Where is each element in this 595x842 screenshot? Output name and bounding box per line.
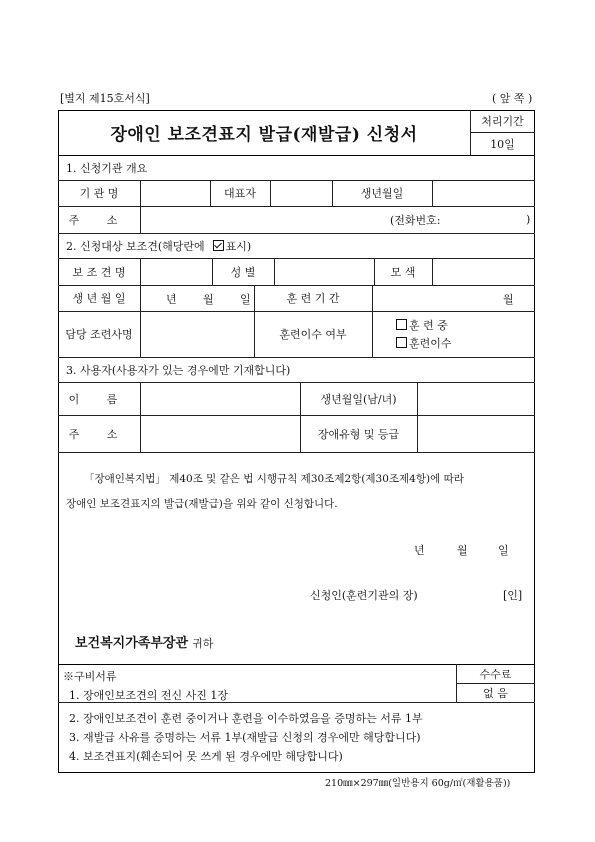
date-year: 년: [414, 544, 425, 557]
org-address-field[interactable]: [140, 206, 385, 233]
coat-color-field[interactable]: [432, 258, 535, 285]
processing-period-label: 처리기간: [481, 115, 524, 128]
disability-type-label: 장애유형 및 등급: [317, 427, 400, 441]
org-name-label: 기 관 명: [79, 187, 119, 200]
option-in-training[interactable]: [396, 317, 448, 333]
section2-heading-after: 표시): [225, 239, 252, 253]
dob-year-unit: 년: [166, 293, 177, 306]
user-name-field[interactable]: [140, 382, 300, 415]
representative-field[interactable]: [270, 180, 332, 206]
statement-line-1: 「장애인복지법」 제40조 및 같은 법 시행규칙 제30조제2항(제30조제4항)에 따라: [84, 473, 464, 485]
seal-mark: [인]: [503, 589, 523, 602]
representative-label: 대표자: [224, 187, 256, 200]
fee-value: 없 음: [483, 686, 508, 700]
option-in-training-label: 훈 련 중: [409, 319, 448, 332]
option-completed[interactable]: [396, 335, 452, 351]
processing-period-value: 10일: [490, 137, 515, 151]
form-number: [별지 제15호서식]: [60, 92, 150, 105]
trainer-name-field[interactable]: [140, 311, 254, 357]
user-name-label: 이 름: [68, 392, 130, 406]
statement-line-2: 장애인 보조견표지의 발급(재발급)을 위와 같이 신청합니다.: [66, 498, 338, 510]
coat-color-label: 모 색: [390, 265, 416, 279]
user-address-field[interactable]: [140, 415, 300, 452]
recipient-name: 보건복지가족부장관: [75, 636, 189, 651]
org-dob-field[interactable]: [432, 180, 535, 206]
date-day: 일: [498, 544, 509, 557]
user-dob-sex-label: 생년월일(남/녀): [320, 392, 397, 406]
recipient-suffix: 귀하: [192, 637, 214, 650]
dog-sex-field[interactable]: [274, 258, 374, 285]
section2-heading-before: 2. 신청대상 보조견(해당란에: [66, 239, 205, 253]
training-period-label: 훈 련 기 간: [286, 292, 340, 305]
org-name-field[interactable]: [140, 180, 210, 206]
dog-dob-label: 생 년 월 일: [72, 292, 126, 305]
phone-close: ): [526, 213, 531, 226]
dob-month-unit: 월: [203, 293, 214, 306]
disability-type-field[interactable]: [417, 415, 535, 452]
user-address-label: 주 소: [68, 427, 130, 441]
section1-heading: 1. 신청기관 개요: [66, 161, 148, 175]
page-title: 장애인 보조견표지 발급(재발급) 신청서: [110, 125, 418, 145]
document-item: 1. 장애인보조견의 전신 사진 1장: [69, 689, 228, 702]
section3-heading: 3. 사용자(사용자가 있는 경우에만 기재합니다): [66, 363, 291, 377]
option-completed-label: 훈련이수: [409, 337, 452, 350]
org-dob-label: 생년월일: [360, 187, 404, 200]
page-side: ( 앞 쪽 ): [492, 92, 533, 105]
completion-label: 훈련이수 여부: [279, 328, 347, 341]
phone-open: (전화번호:: [390, 213, 441, 227]
dog-name-label: 보 조 견 명: [72, 265, 126, 279]
checkmark-icon: [213, 240, 224, 251]
trainer-name-label: 담당 조련사명: [65, 328, 133, 341]
paper-spec: 210㎜×297㎜(일반용지 60g/㎡(재활용품)): [325, 778, 511, 789]
dog-name-field[interactable]: [140, 258, 212, 285]
checkbox-icon[interactable]: [396, 337, 407, 348]
recipient: [75, 632, 213, 651]
checkbox-icon[interactable]: [396, 319, 407, 330]
section2-heading: [58, 233, 535, 258]
training-period-unit: 월: [503, 293, 514, 306]
applicant-label: 신청인(훈련기관의 장): [310, 589, 418, 602]
org-address-label: 주 소: [68, 213, 130, 227]
document-item: 3. 재발급 사유를 증명하는 서류 1부(재발급 신청의 경우에만 해당합니다): [69, 731, 421, 744]
documents-heading: ※구비서류: [63, 670, 117, 683]
dob-day-unit: 일: [240, 293, 251, 306]
user-dob-sex-field[interactable]: [417, 382, 535, 415]
date-month: 월: [457, 544, 468, 557]
fee-label: 수수료: [479, 667, 512, 681]
dog-sex-label: 성 별: [230, 265, 256, 279]
document-item: 2. 장애인보조견이 훈련 중이거나 훈련을 이수하였음을 증명하는 서류 1부: [69, 712, 423, 725]
document-item: 4. 보조견표지(훼손되어 못 쓰게 된 경우에만 해당합니다): [69, 750, 343, 763]
